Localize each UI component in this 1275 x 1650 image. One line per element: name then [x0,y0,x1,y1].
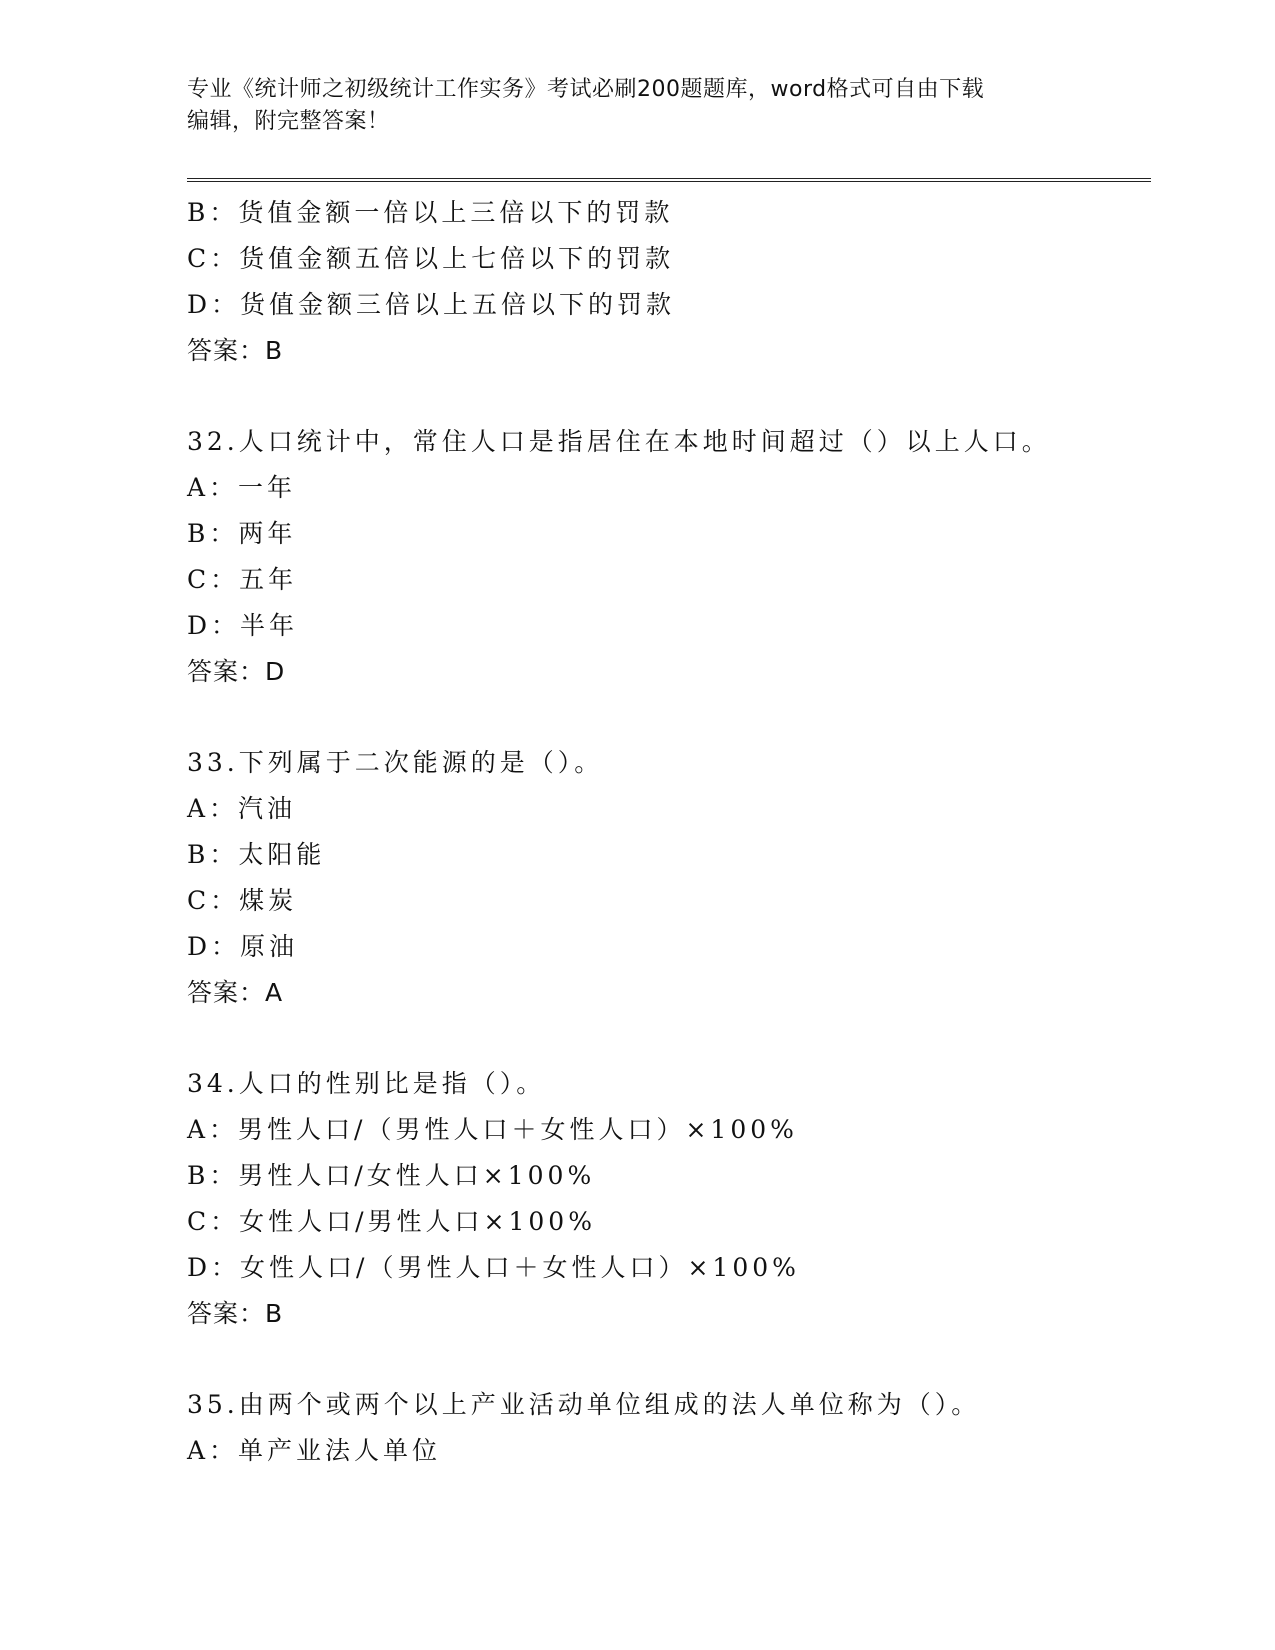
header-divider [187,178,1151,182]
option-b: B：货值金额一倍以上三倍以下的罚款 [187,198,674,227]
option-d: D：货值金额三倍以上五倍以下的罚款 [187,290,676,319]
answer-text: 答案：B [187,1299,284,1328]
header-title-line2: 编辑，附完整答案！ [187,109,390,134]
question-32 [187,419,1151,695]
option-b: B：男性人口/女性人口×100% [187,1161,596,1190]
question-stem: 33.下列属于二次能源的是（）。 [187,748,604,777]
option-d: D：原油 [187,932,299,961]
option-d: D：女性人口/（男性人口＋女性人口）×100% [187,1253,800,1282]
option-a: A：汽油 [187,794,297,823]
option-a: A：一年 [187,473,297,502]
option-d: D：半年 [187,611,299,640]
question-stem: 35.由两个或两个以上产业活动单位组成的法人单位称为（）。 [187,1390,981,1419]
question-35 [187,1382,1151,1474]
header-title-line1: 专业《统计师之初级统计工作实务》考试必刷200题题库，word格式可自由下载 [187,77,985,102]
question-34 [187,1061,1151,1337]
answer-text: 答案：D [187,657,286,686]
option-c: C：女性人口/男性人口×100% [187,1207,596,1236]
option-a: A：单产业法人单位 [187,1436,442,1465]
option-b: B：两年 [187,519,297,548]
question-stem: 34.人口的性别比是指（）。 [187,1069,546,1098]
question-list [187,190,1151,1474]
option-c: C：煤炭 [187,886,298,915]
option-b: B：太阳能 [187,840,326,869]
question-31 [187,190,1151,374]
option-c: C：货值金额五倍以上七倍以下的罚款 [187,244,675,273]
option-c: C：五年 [187,565,298,594]
option-a: A：男性人口/（男性人口＋女性人口）×100% [187,1115,798,1144]
document-header [187,74,1087,138]
answer-text: 答案：A [187,978,284,1007]
question-33 [187,740,1151,1016]
answer-text: 答案：B [187,336,284,365]
question-stem: 32.人口统计中，常住人口是指居住在本地时间超过（）以上人口。 [187,427,1051,456]
